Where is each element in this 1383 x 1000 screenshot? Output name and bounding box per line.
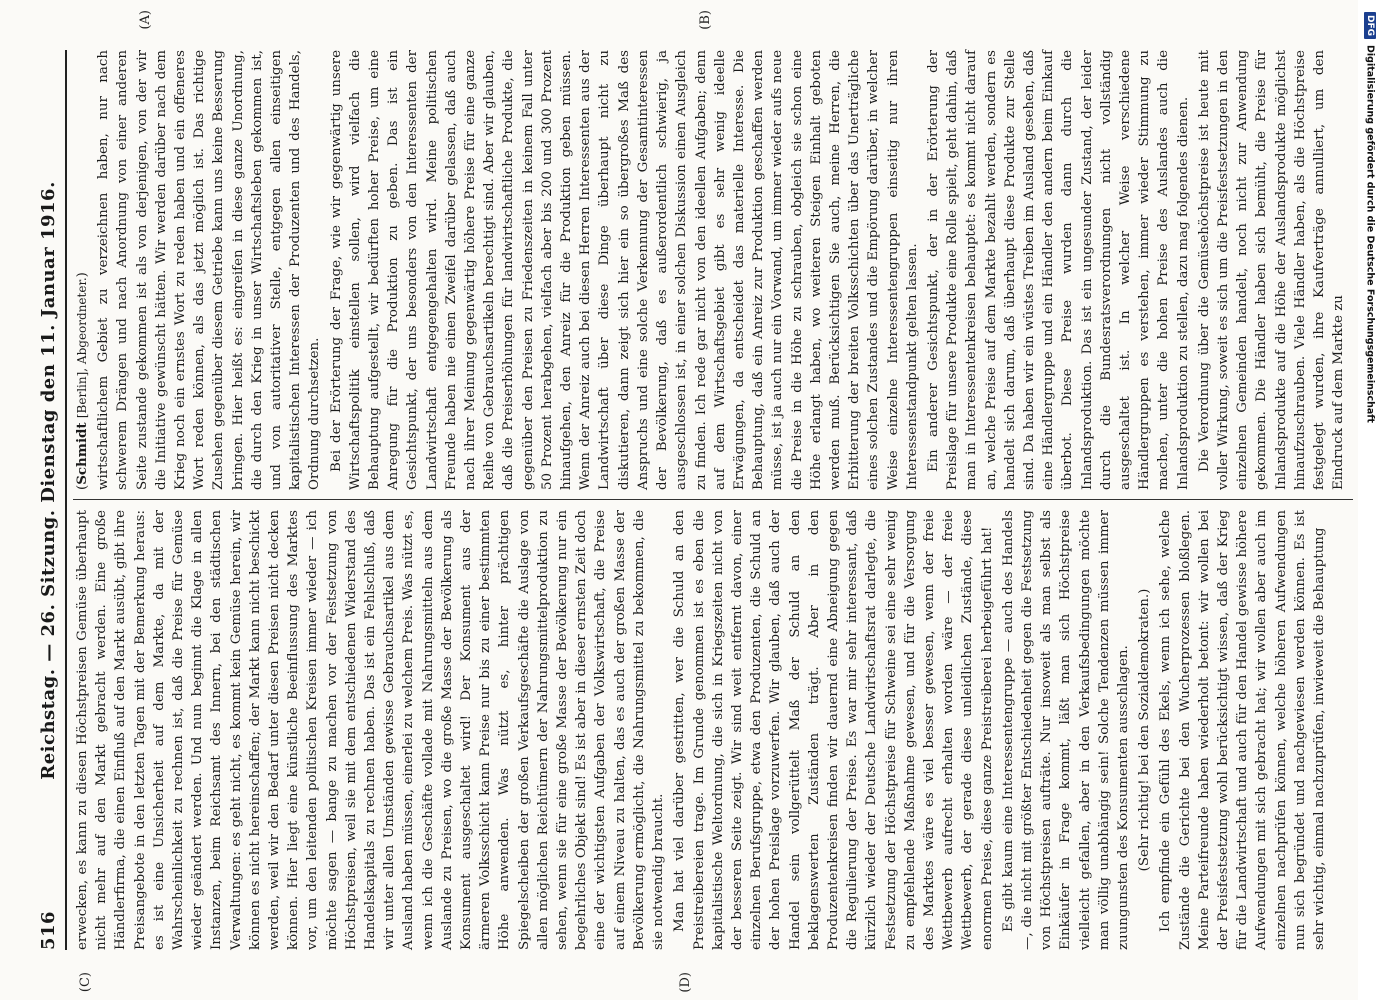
right-column-text [73,510,1329,950]
paragraph: Es gibt kaum eine Interessentengruppe — auch des Handels —, die nicht mit größter Entschiedenheit gegen die Festsetzung von Höchstpreisen aufträte. Nur insoweit als man selbst als Einkäufer in Frage kommt, läßt man sich Höchstpreise vielleicht gefallen, aber in den Verkaufsbedingungen möchte man völlig unabhängig sein! Solche Tendenzen müssen immer zuungunsten des Konsumenten ausschlagen. [1000,510,1131,950]
margin-mark-a: (A) [138,10,153,30]
paragraph: Die Verordnung über die Gemüsehöchstpreise ist heute mit voller Wirkung, soweit es sich um die Preisfestsetzungen in den einzelnen Gemeinden handelt, noch nicht zur Anwendung gekommen. Die Händler haben sich bemüht, die Preise für Inlandsprodukte auf die Höhe der Auslandsprodukte möglichst hinaufzuschrauben. Viele Händler haben, als die Höchstpreise festgelegt wurden, ihre Kaufverträge annulliert, um den Eindruck auf dem Markte zu [1196,50,1347,490]
margin-mark-b: (B) [698,10,713,30]
paragraph: wirtschaftlichem Gebiet zu verzeichnen haben, nur nach schwerem Drängen und nach Anordnung von einer anderen Seite zustande gekommen ist als von derjenigen, von der wir die Initiative gewünscht hätten. Wir werden darüber nach dem Krieg noch ein ernstes Wort zu reden haben und ein offeneres Wort reden können, als das jetzt möglich ist. Das richtige Zusehen gegenüber diesem Getriebe kann uns keine Besserung bringen. Hier heißt es: eingreifen in diese ganze Unordnung, die durch den Krieg in unser Wirtschaftsleben gekommen ist, und von autoritativer Stelle, entgegen allen einseitigen kapitalistischen Interessen der Produzenten und des Handels, Ordnung durchsetzen. [96,50,323,490]
paragraph: Bei der Erörterung der Frage, wie wir gegenwärtig unsere Wirtschaftspolitik einstellen sollen, wird vielfach die Behauptung aufgestellt, wir bedürften hoher Preise, um eine Anregung für die Produktion zu geben. Das ist ein Gesichtspunkt, der uns besonders von den Interessenten der Landwirtschaft entgegengehalten wird. Meine politischen Freunde haben nie einen Zweifel darüber gelassen, daß auch nach ihrer Meinung gegenwärtig höhere Preise für eine ganze Reihe von Gebrauchsartikeln berechtigt sind. Aber wir glauben, daß die Preiserhöhungen für landwirtschaftliche Produkte, die gegenüber den Preisen zu Friedenszeiten in keinem Fall unter 50 Prozent herabgehen, vielfach aber bis 200 und 300 Prozent hinaufgehen, den Anreiz für die Produktion geben müssen. Wenn der Anreiz auch bei diesen Herren Interessenten aus der Landwirtschaft über diese Dinge überhaupt nicht zu diskutieren, dann zeigt sich hier ein so übergroßes Maß des Anspruchs und eine solche Verkennung der Gesamtinteressen der Bevölkerung, daß es außerordentlich schwierig, ja ausgeschlossen ist, in einer solchen Diskussion einen Ausgleich zu finden. Ich rede gar nicht von den ideellen Aufgaben; denn auf dem Wirtschaftsgebiet gibt es sehr wenig ideelle Erwägungen, da entscheidet das materielle Interesse. Die Behauptung, daß ein Anreiz zur Produktion geschaffen werden müsse, ist ja auch nur ein Vorwand, um immer wieder aufs neue die Preise in die Höhe zu schrauben, obgleich sie schon eine Höhe erlangt haben, wo weiteren Steigen Einhalt geboten werden muß. Berücksichtigen Sie auch, meine Herren, die Erbitterung der breiten Volksschichten über das Unerträgliche eines solchen Zustandes und die Empörung darüber, in welcher Weise einzelne Interessentengruppen einseitig nur ihren Interessenstandpunkt gelten lassen. [328,50,920,490]
left-column-text [73,50,1348,490]
margin-mark-d: (D) [678,972,693,993]
page-title: Reichstag. — 26. Sitzung. Dienstag den 11. Januar 1916. [37,181,59,780]
speaker-line: (Schmidt [Berlin], Abgeordneter.) [74,272,90,490]
left-column [73,50,1353,490]
paragraph: Ich empfinde ein Gefühl des Ekels, wenn ich sehe, welche Zustände die Gerichte bei den Wucherprozessen bloßlegen. Meine Parteifreunde haben wiederholt betont: wir wollen bei der Preisfestsetzung wohl berücksichtigt wissen, daß der Krieg für die Landwirtschaft und auch für den Handel gewisse höhere Aufwendungen mit sich gebracht hat; wir wollen aber auch im einzelnen nachprüfen können, welche höheren Aufwendungen nun sich begründet und nachgewiesen werden können. Es ist sehr wichtig, einmal nachzuprüfen, inwieweit die Behauptung [1158,510,1327,950]
margin-mark-c: (C) [78,972,93,993]
speaker-name: Schmidt [74,422,90,485]
paragraph: erwecken, es kann zu diesen Höchstpreisen Gemüse überhaupt nicht mehr auf den Markt gebracht werden. Eine große Händlerfirma, die einen Einfluß auf den Markt ausübt, gibt ihre Preisangebote in den letzten Tagen mit der Bemerkung heraus: es ist eine Unsicherheit auf dem Markte, da mit der Wahrscheinlichkeit zu rechnen ist, daß die Preise für Gemüse wieder geändert werden. Und nun beginnt die Klage in allen Instanzen, beim Reichsamt des Innern, bei den städtischen Verwaltungen: es geht nicht, es kommt kein Gemüse herein, wir können es nicht hereinschaffen; der Markt kann nicht beschickt werden, weil wir den Bedarf unter diesen Preisen nicht decken können. Hier liegt eine künstliche Beeinflussung des Marktes vor, um den leitenden politischen Kreisen immer wieder — ich möchte sagen — bange zu machen vor der Festsetzung von Höchstpreisen, weil sie mit dem entschiedenen Widerstand des Handelskapitals zu rechnen haben. Das ist ein Fehlschluß, daß wir unter allen Umständen gewisse Gebrauchsartikel aus dem Ausland haben müssen, einerlei zu welchem Preis. Was nützt es, wenn ich die Geschäfte vollade mit Nahrungsmitteln aus dem Auslande zu Preisen, wo die große Masse der Bevölkerung als Konsument ausgeschaltet wird! Der Konsument aus der ärmeren Volksschicht kann Preise nur bis zu einer bestimmten Höhe anwenden. Was nützt es, hinter prächtigen Spiegelscheiben der großen Verkaufsgeschäfte die Auslage von allen möglichen Reichtümern der Nahrungsmittelproduktion zu sehen, wenn sie für eine große Masse der Bevölkerung nur ein begehrliches Objekt sind! Es ist aber in dieser ernsten Zeit doch eine der wichtigsten Aufgaben der Volkswirtschaft, die Preise auf einem Niveau zu halten, das es auch der großen Masse der Bevölkerung ermöglicht, die Nahrungsmittel zu bekommen, die sie notwendig braucht. [75,510,667,950]
page-header [31,50,67,950]
digitization-notice [1362,12,1378,992]
column-divider [73,499,1353,500]
speaker-note: [Berlin], Abgeordneter. [75,277,89,419]
digitization-text: Digitalisierung gefördert durch die Deutsche Forschungsgemeinschaft [1364,45,1376,423]
interjection: (Sehr richtig! bei den Sozialdemokraten.) [1137,588,1153,872]
dfg-logo: DFG [1364,12,1376,39]
right-column [73,510,1353,950]
paragraph: Ein anderer Gesichtspunkt, der in der Erörterung der Preislage für unsere Produkte eine Rolle spielt, geht dahin, daß man in Interessentenkreisen behauptet: es kommt nicht darauf an, welche Preise auf dem Markte bezahlt werden, sondern es handelt sich darum, daß überhaupt diese Produkte zur Stelle sind. Da haben wir ein wüstes Treiben im Ausland gesehen, daß eine Händlergruppe und ein Händler den andern beim Einkauf überbot. Diese Preise wurden dann durch die Inlandsproduktion. Das ist ein ungesunder Zustand, der leider durch die Bundesratsverordnungen nicht vollständig ausgeschaltet ist. In welcher Weise verschiedene Händlergruppen es verstehen, immer wieder Stimmung zu machen, unter die hohen Preise des Auslandes auch die Inlandsproduktion zu stellen, dazu mag folgendes dienen. [925,50,1191,490]
paragraph: Man hat viel darüber gestritten, wer die Schuld an den Preistreibereien trage. Im Grunde genommen ist es eben die kapitalistische Weltordnung, die sich in Kriegszeiten nicht von der besseren Seite zeigt. Wir sind weit entfernt davon, einer einzelnen Berufsgruppe, etwa den Produzenten, die Schuld an der hohen Preislage vorzuwerfen. Wir glauben, daß auch der Handel sein vollgerüttelt Maß der Schuld an den beklagenswerten Zuständen trägt. Aber in den Produzentenkreisen finden wir dauernd eine Abneigung gegen die Regulierung der Preise. Es war mir sehr interessant, daß kürzlich wieder der Deutsche Landwirtschaftsrat darlegte, die Festsetzung der Höchstpreise für Schweine sei eine sehr wenig zu empfehlende Maßnahme gewesen, und für die Versorgung des Marktes wäre es viel besser gewesen, wenn der freie Wettbewerb aufrecht erhalten worden wäre — der freie Wettbewerb, der gerade diese unleidlichen Zustände, diese enormen Preise, diese ganze Preistreiberei herbeigeführt hat! [672,510,995,950]
page-number: 516 [37,910,59,950]
